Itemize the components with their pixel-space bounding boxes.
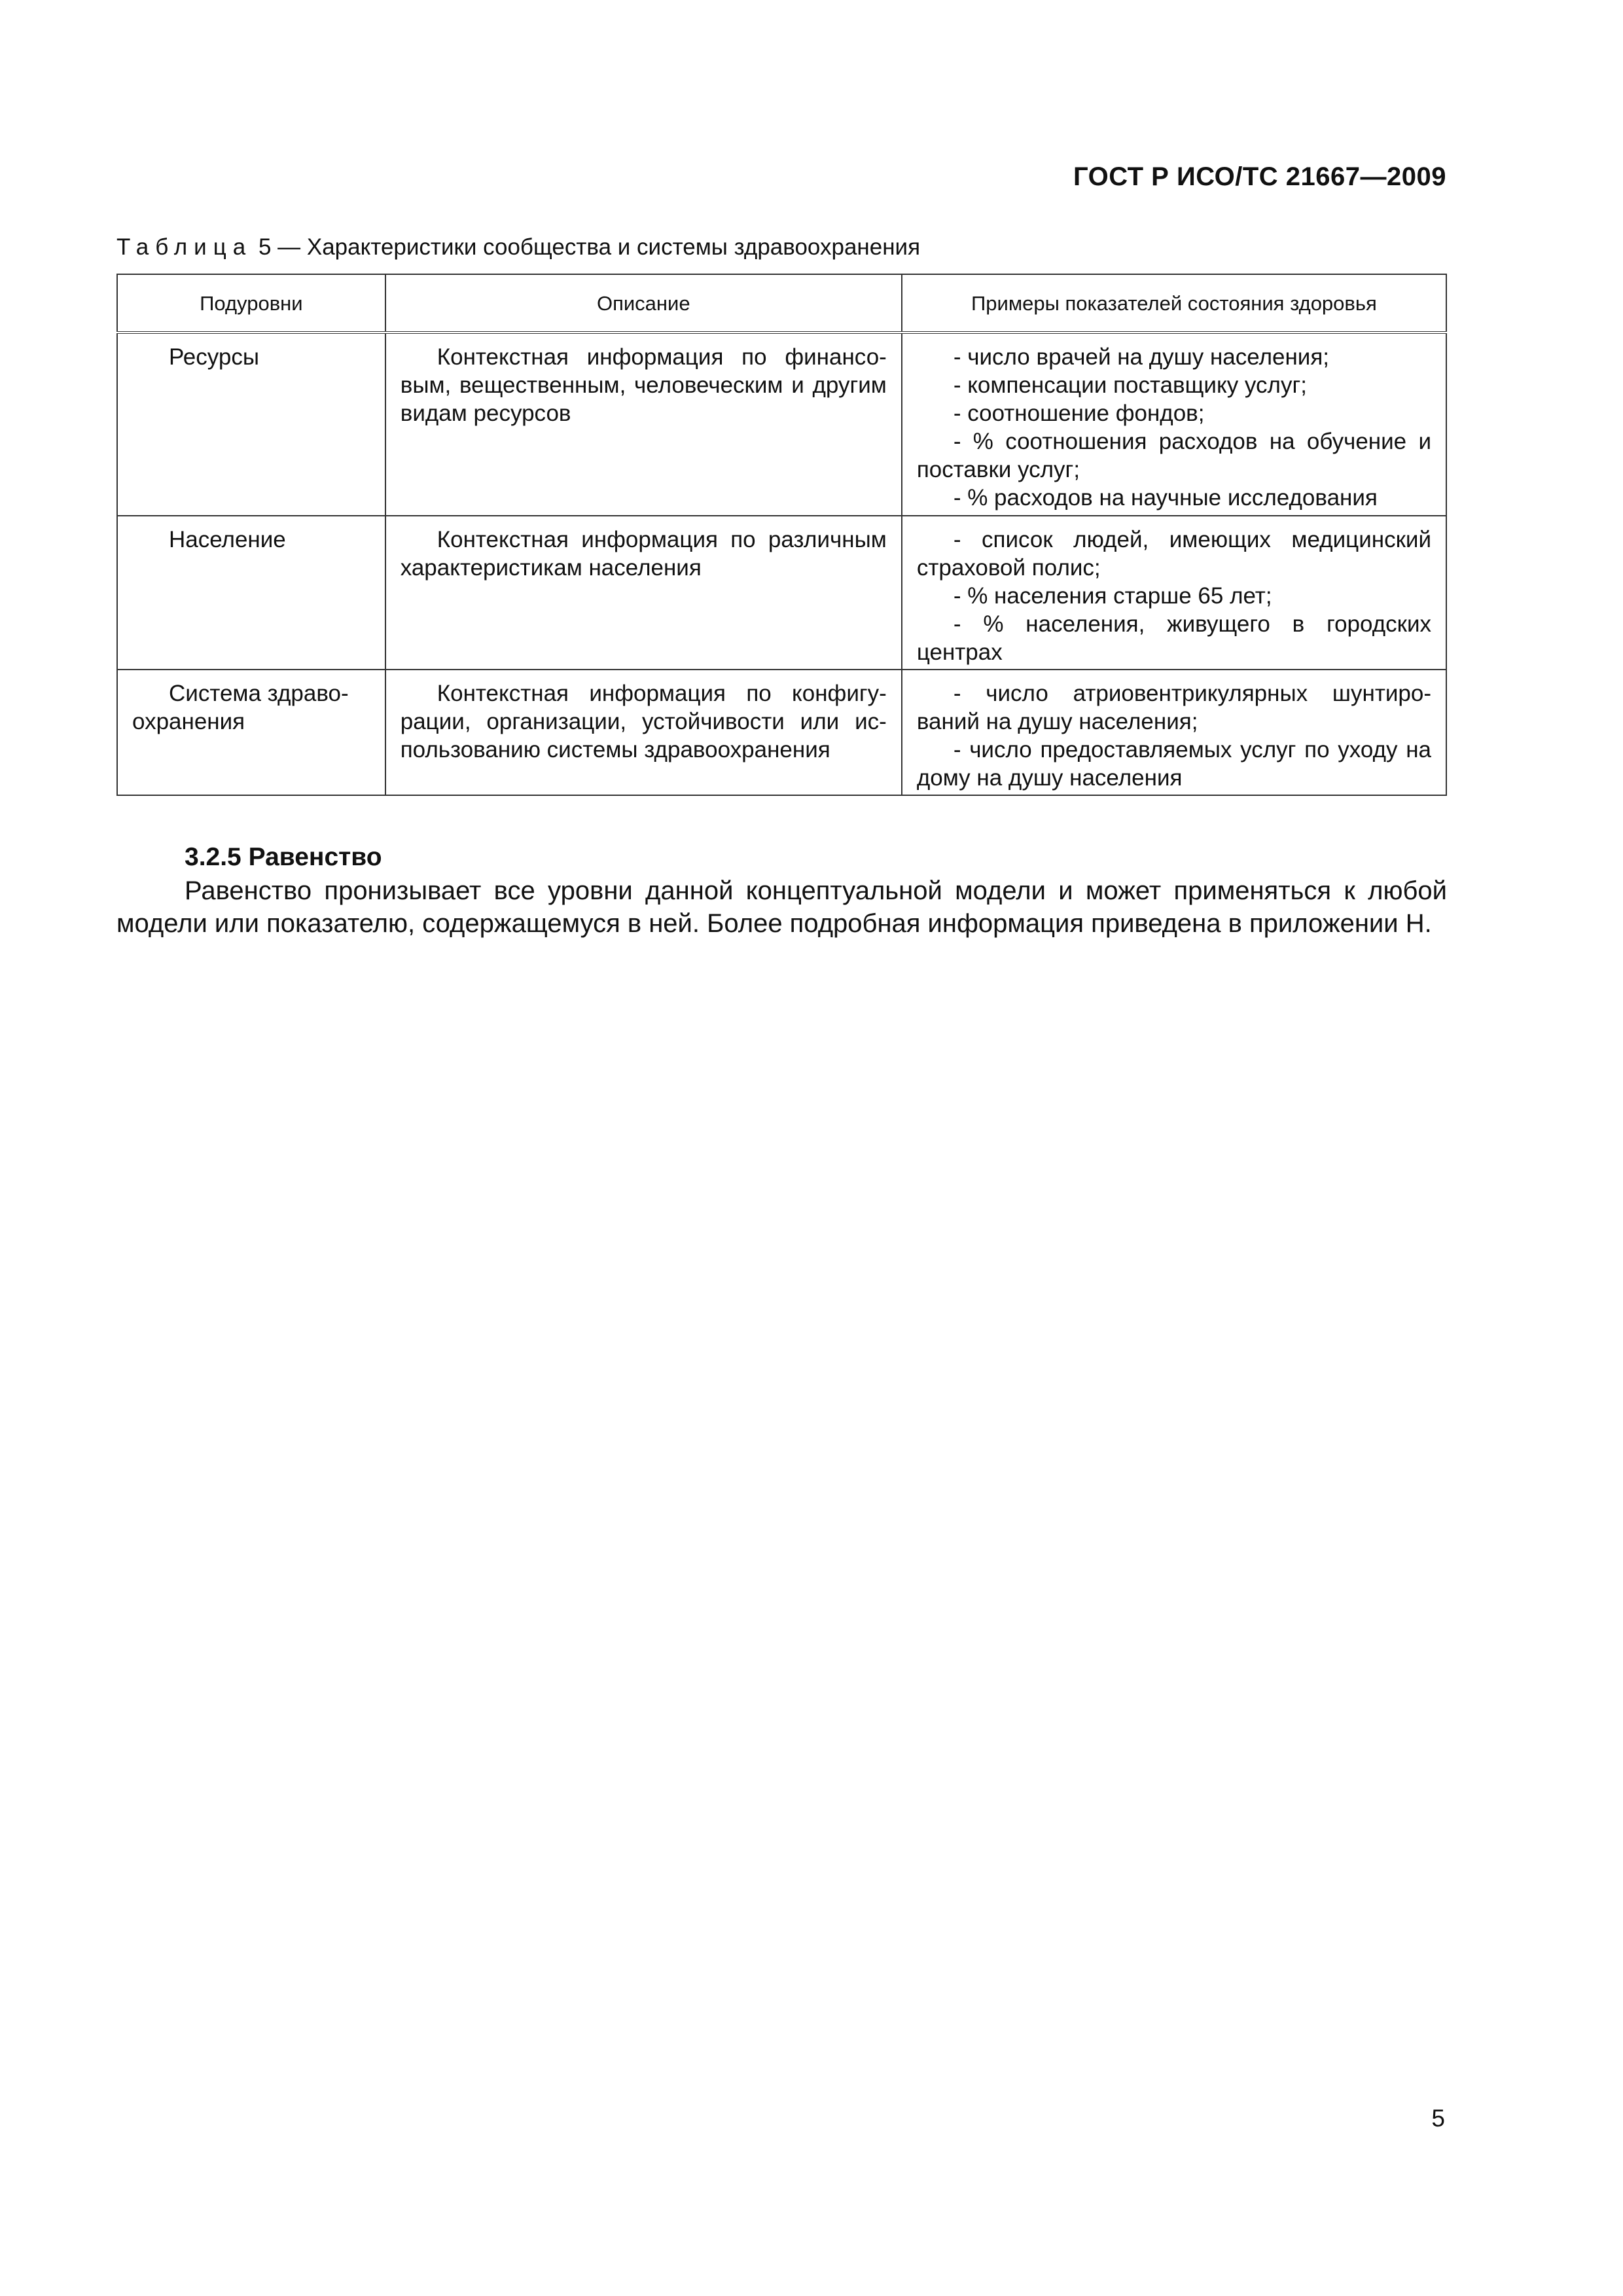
example-item: - % населения старше 65 лет; [953, 583, 1272, 609]
description-cell: Контекстная информация по различным характеристикам населения [385, 516, 902, 670]
column-header-sublevels: Подуровни [117, 274, 385, 332]
example-item: - число врачей на душу населения; [953, 344, 1330, 370]
example-item: - число атриовентрикулярных шунтирований на душу населения; [916, 681, 1431, 734]
section-title: 3.2.5 Равенство [185, 843, 382, 871]
example-item: - список людей, имеющих медицинский страховой полис; [916, 527, 1431, 581]
page-number: 5 [1431, 2105, 1445, 2132]
sublevel-cell: Население [117, 516, 385, 670]
examples-cell [902, 516, 1446, 670]
sublevel-cell: Система здравоохранения [117, 670, 385, 795]
table-row [117, 670, 1446, 795]
table-row [117, 516, 1446, 670]
section-body: Равенство пронизывает все уровни данной концептуальной модели и может применяться к любой модели или показателю, содержащемуся в ней. Более подробная информация приведена в приложении Н. [116, 876, 1447, 938]
example-item: - % населения, живущего в городских центрах [916, 611, 1431, 665]
document-header: ГОСТ Р ИСО/ТС 21667—2009 [1073, 162, 1446, 191]
example-item: - % расходов на научные исследования [953, 485, 1378, 511]
examples-cell [902, 332, 1446, 516]
description-cell: Контекстная информация по конфигурации, организации, устойчивости или использованию системы здравоохранения [385, 670, 902, 795]
table-caption [116, 234, 920, 260]
sublevel-cell: Ресурсы [117, 332, 385, 516]
column-header-examples: Примеры показателей состояния здоровья [902, 274, 1446, 332]
examples-cell [902, 670, 1446, 795]
column-header-description: Описание [385, 274, 902, 332]
description-cell: Контекстная информация по финансовым, вещественным, человеческим и другим видам ресурсов [385, 332, 902, 516]
table-row [117, 332, 1446, 516]
example-item: - число предоставляемых услуг по уходу на дому на душу населения [916, 737, 1431, 791]
example-item: - % соотношения расходов на обучение и поставки услуг; [916, 429, 1431, 482]
characteristics-table [116, 274, 1447, 796]
table-caption-text: 5 — Характеристики сообщества и системы здравоохранения [252, 234, 921, 260]
table-header-row [117, 274, 1446, 332]
table-caption-label: Таблица [116, 234, 253, 260]
example-item: - компенсации поставщику услуг; [953, 372, 1307, 398]
example-item: - соотношение фондов; [953, 401, 1205, 426]
